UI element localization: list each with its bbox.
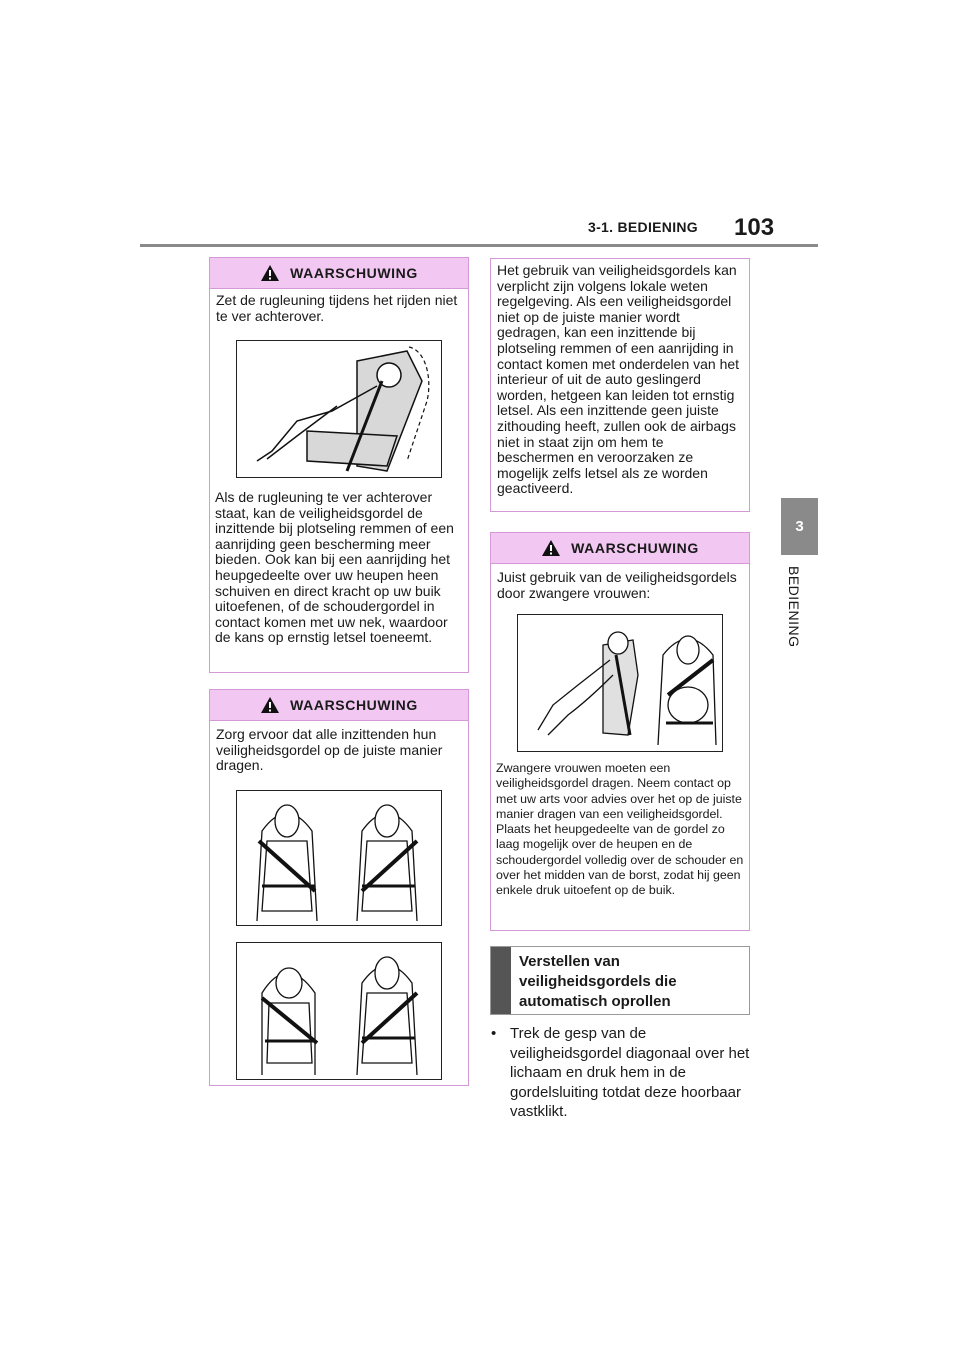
- warning-title: WAARSCHUWING: [290, 265, 418, 281]
- child-adult-belt-illustration: [236, 942, 442, 1080]
- chapter-label: BEDIENING: [786, 566, 802, 648]
- warning-body: Zwangere vrouwen moeten een veiligheidsgordel dragen. Neem contact op met uw arts voor advies over het op de juiste manier dragen van een veiligheidsgordel. Plaats het heupgedeelte van de gordel zo laag mogelijk over de heupen en de schoudergordel volledig over de schouder en over het midden van de borst, zodat hij geen enkele druk uitoefent op de buik.: [496, 761, 744, 898]
- warning-intro: Juist gebruik van de veiligheidsgordels door zwangere vrouwen:: [497, 569, 737, 601]
- warning-triangle-icon: [541, 539, 561, 557]
- section-title: 3-1. BEDIENING: [588, 219, 698, 235]
- warning-intro: Zet de rugleuning tijdens het rijden niet te ver achterover.: [216, 292, 458, 324]
- warning-body: Als de rugleuning te ver achterover staat, kan de veiligheidsgordel de inzittende bij plotseling remmen of een aanrijding geen bescherming meer bieden. Ook kan bij een aanrijding het heupgedeelte over uw heupen heen schuiven en direct kracht op uw buik uitoefenen, of de schoudergordel in contact komen met uw nek, waardoor de kans op ernstig letsel toeneemt.: [215, 489, 454, 646]
- warning-header: [491, 533, 749, 564]
- warning-header: [210, 690, 468, 721]
- pregnant-belt-illustration: [517, 614, 723, 752]
- warning-title: WAARSCHUWING: [290, 697, 418, 713]
- adults-belt-illustration: [236, 790, 442, 926]
- chapter-tab: 3: [781, 498, 818, 555]
- subsection-title: Verstellen van veiligheidsgordels die automatisch oprollen: [519, 953, 677, 1010]
- warning-title: WAARSCHUWING: [571, 540, 699, 556]
- warning-intro: Zorg ervoor dat alle inzittenden hun veiligheidsgordel op de juiste manier dragen.: [216, 726, 443, 774]
- bullet-marker: •: [491, 1025, 497, 1042]
- warning-header: [210, 258, 468, 289]
- reclined-seat-illustration: [236, 340, 442, 478]
- heading-bar: [491, 947, 511, 1014]
- warning-triangle-icon: [260, 696, 280, 714]
- warning-box-continued: [490, 258, 750, 512]
- warning-triangle-icon: [260, 264, 280, 282]
- header-rule: [140, 244, 818, 247]
- subsection-heading: [490, 946, 750, 1015]
- bullet-text: Trek de gesp van de veiligheidsgordel diagonaal over het lichaam en druk hem in de gordelsluiting totdat deze hoorbaar vastklikt.: [510, 1025, 750, 1120]
- page-number: 103: [734, 214, 775, 241]
- warning-body: Het gebruik van veiligheidsgordels kan verplicht zijn volgens lokale weten regelgeving. Als een veiligheidsgordel niet op de juiste manier wordt gedragen, kan een inzittende bij plotseling remmen of een aanrijding in contact komen met onderdelen van het interieur of uit de auto geslingerd worden, hetgeen kan leiden tot ernstig letsel. Als een inzittende geen juiste zithouding heeft, zullen ook de airbags niet in staat zijn om hem te beschermen en veroorzaken ze mogelijk zelfs letsel als ze worden geactiveerd.: [497, 262, 740, 497]
- instruction-bullet: [490, 1024, 752, 1122]
